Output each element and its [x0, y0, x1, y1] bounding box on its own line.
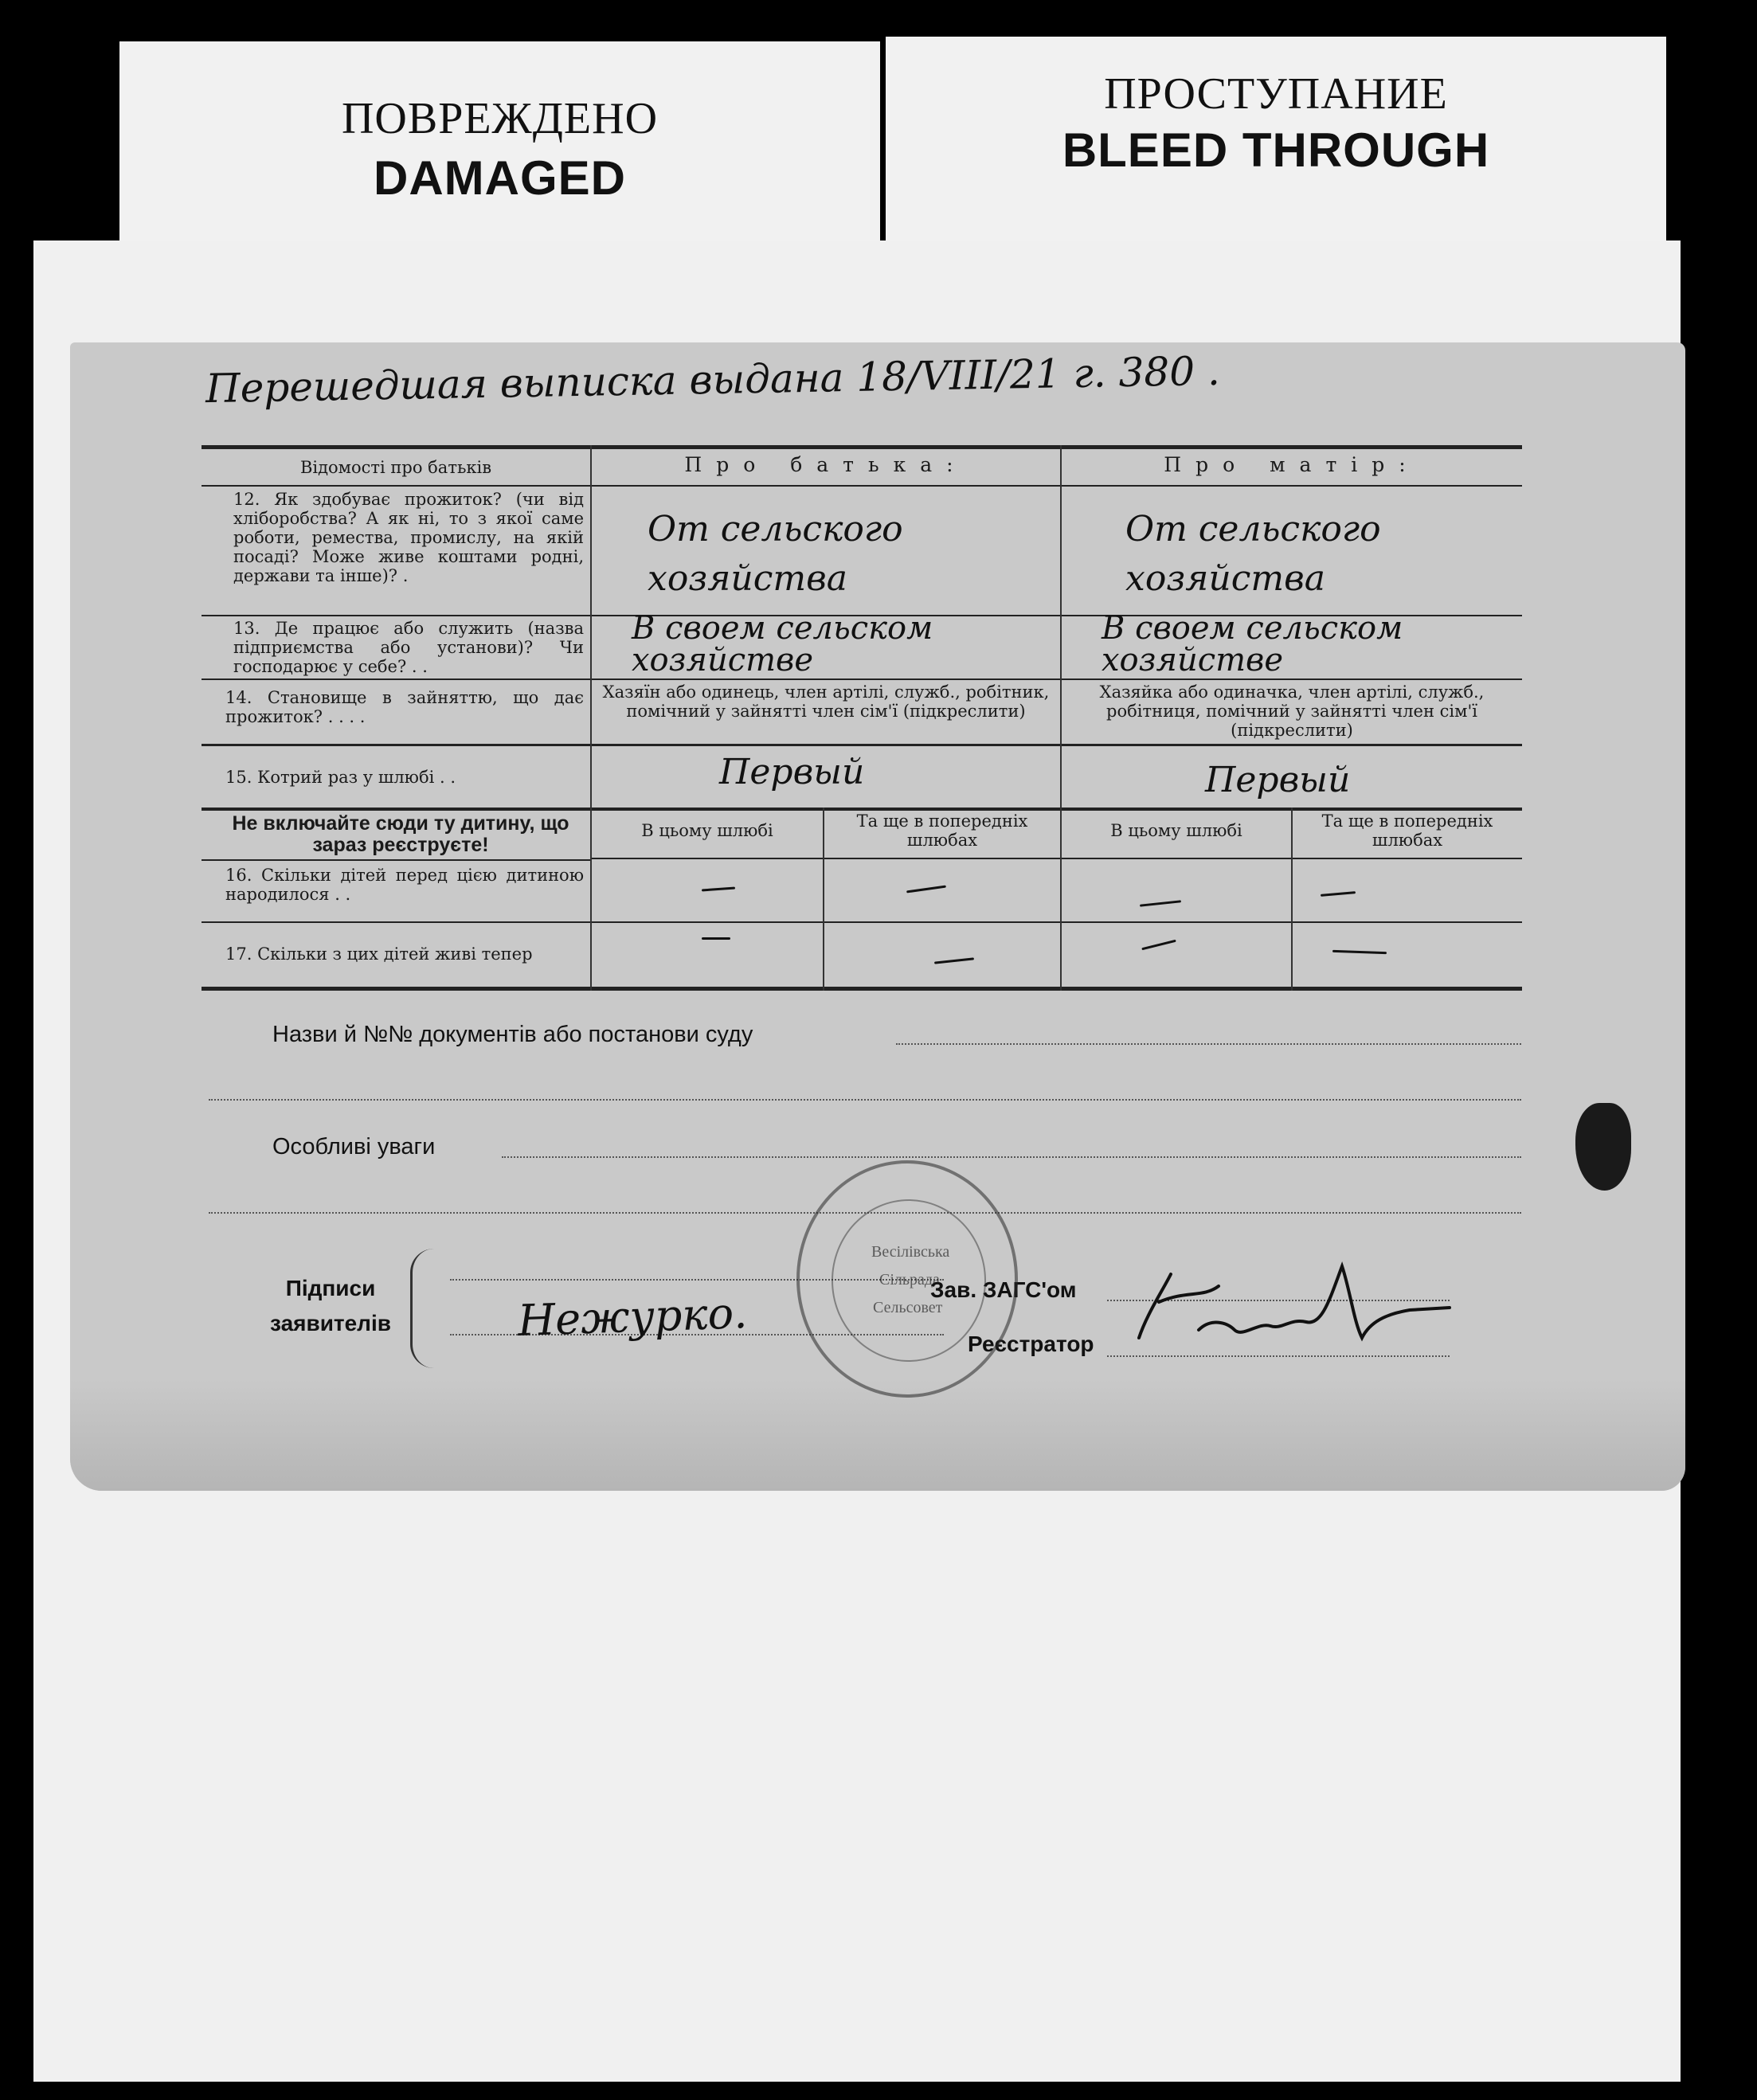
options-14-mother: Хазяйка або одиначка, член артілі, служб., робітниця, помічний у зайнятті член сім'ї (підкреслити)	[1099, 682, 1485, 740]
answer-15-father: Первый	[719, 752, 865, 792]
header-about-father: Про батька:	[684, 453, 968, 476]
question-17: 17. Скільки з цих дітей живі тепер	[225, 944, 533, 964]
options-14-father: Хазяїн або одинець, член артілі, служб., робітник, помічний у зайнятті член сім'ї (підкреслити)	[602, 682, 1050, 721]
header-parents-info: Відомості про батьків	[299, 458, 492, 477]
answer-13-father: В своем сельском хозяйстве	[632, 610, 933, 678]
remarks-line	[502, 1156, 1521, 1158]
answer-12-mother: От сельского хозяйства	[1125, 509, 1381, 599]
bleed-through-label-card	[886, 37, 1666, 248]
question-12: 12. Як здобуває прожиток? (чи від хліборобства? А як ні, то з якої саме роботи, ремества, промислу, на якій посаді? Може живе коштами родні, держави та інше)? .	[233, 490, 584, 585]
dash-mark	[1321, 891, 1356, 897]
documents-line-2	[209, 1099, 1521, 1101]
official-signature-icon	[1123, 1242, 1458, 1378]
applicant-signature: Нежурко.	[516, 1287, 749, 1347]
question-13: 13. Де працює або служить (назва підприємства або установи)? Чи господарює у себе? . .	[233, 619, 584, 676]
dash-mark	[934, 957, 974, 964]
dash-mark	[1141, 940, 1176, 951]
subheader-father-this-marriage: В цьому шлюбі	[641, 821, 773, 840]
damaged-label-en: DAMAGED	[374, 151, 626, 205]
documents-label: Назви й №№ документів або постанови суду	[272, 1022, 753, 1047]
answer-12-father: От сельского хозяйства	[648, 509, 903, 599]
header-about-mother: Про матір:	[1164, 453, 1420, 476]
signatures-label: Підписи заявителів	[270, 1276, 391, 1335]
dash-mark	[1332, 950, 1387, 954]
parents-info-table	[202, 445, 1522, 991]
subheader-father-previous-marriages: Та ще в попередніх шлюбах	[856, 811, 1028, 850]
stamp-text: Сільрада	[879, 1271, 940, 1289]
question-15: 15. Котрий раз у шлюбі . .	[225, 768, 456, 787]
official-stamp	[796, 1160, 1018, 1398]
bleed-through-label-en: BLEED THROUGH	[1062, 123, 1490, 177]
subheader-mother-previous-marriages: Та ще в попередніх шлюбах	[1321, 811, 1493, 850]
question-14: 14. Становище в зайняттю, що дає прожиток? . . . .	[225, 688, 584, 726]
damaged-label-card	[119, 41, 880, 248]
bleed-through-label-ru: ПРОСТУПАНИЕ	[1104, 69, 1448, 119]
stamp-text: Сельсовет	[873, 1299, 943, 1316]
answer-13-mother: В своем сельском хозяйстве	[1102, 610, 1403, 678]
zags-head-label: Зав. ЗАГС'ом	[930, 1277, 1077, 1302]
registrar-label: Реєстратор	[968, 1332, 1094, 1356]
note-exclude-child: Не включайте сюди ту дитину, що зараз реєструєте!	[232, 812, 569, 856]
dash-mark	[702, 937, 730, 940]
damaged-label-ru: ПОВРЕЖДЕНО	[341, 94, 659, 143]
dash-mark	[1140, 900, 1181, 906]
answer-15-mother: Первый	[1205, 760, 1351, 800]
handwritten-header: Перешедшая выписка выдана 18/VIII/21 г. 380 .	[205, 347, 1221, 413]
documents-line	[896, 1043, 1521, 1045]
subheader-mother-this-marriage: В цьому шлюбі	[1110, 821, 1242, 840]
stamp-text: Весілівська	[871, 1243, 950, 1261]
remarks-label: Особливі уваги	[272, 1134, 436, 1159]
question-16: 16. Скільки дітей перед цією дитиною народилося . .	[225, 866, 584, 904]
signatures-brace	[410, 1249, 435, 1368]
dash-mark	[702, 887, 735, 892]
paper-damage-hole	[1575, 1103, 1631, 1191]
dash-mark	[906, 886, 946, 894]
